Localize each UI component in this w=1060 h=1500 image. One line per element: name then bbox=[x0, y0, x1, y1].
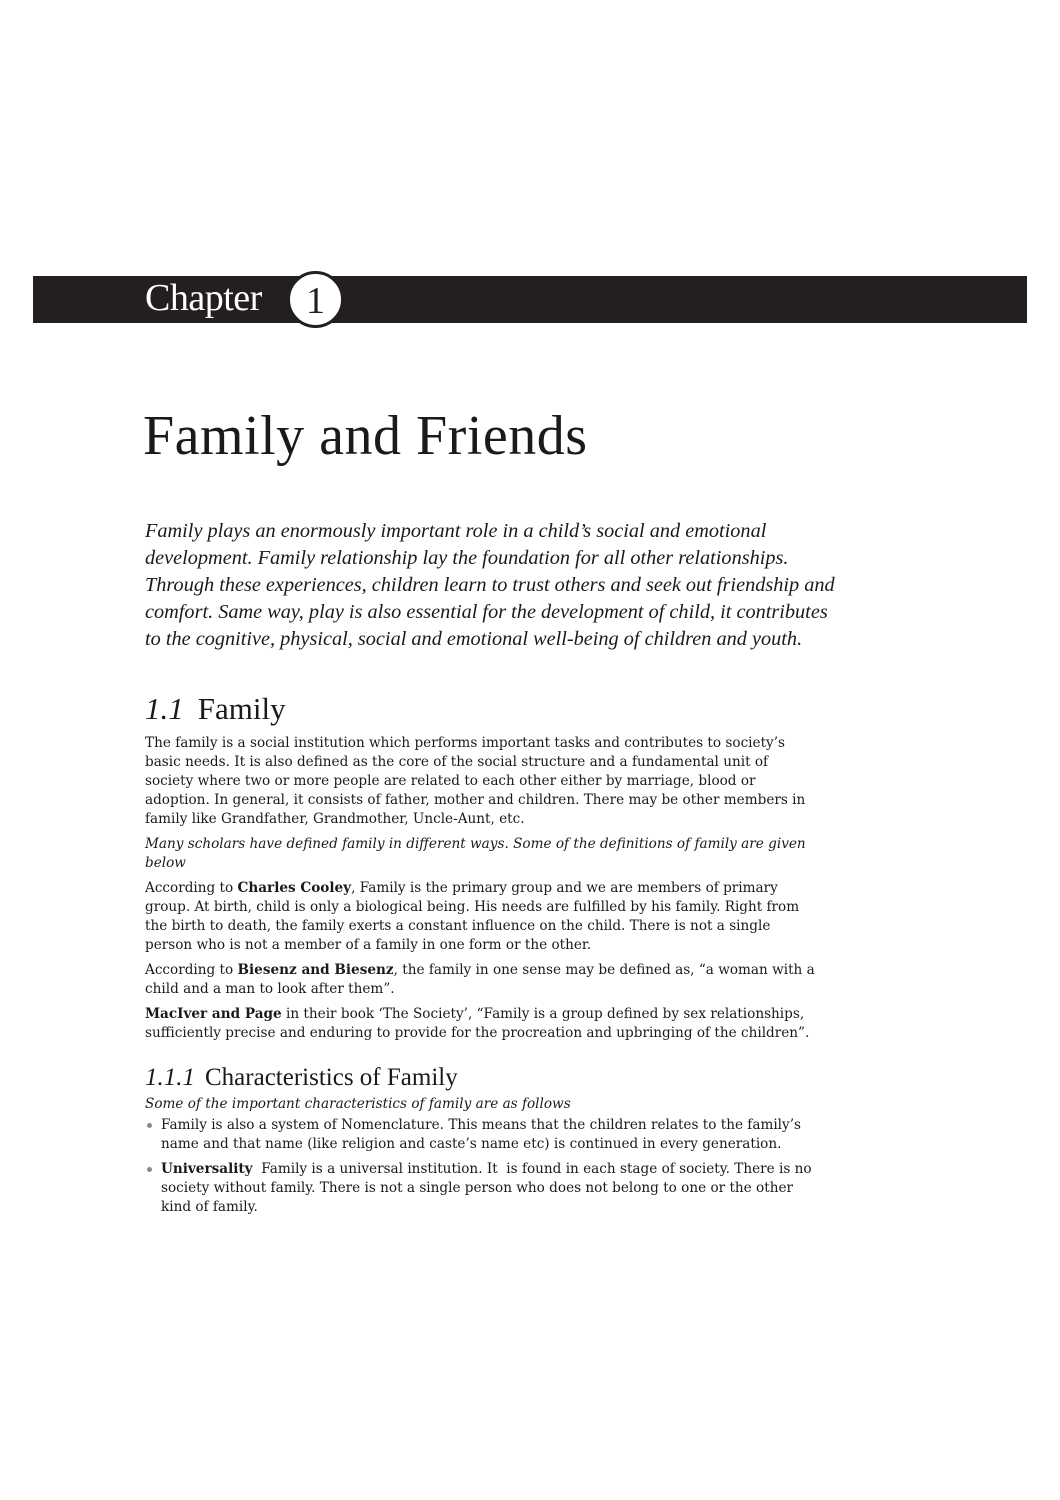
text-fragment: According to bbox=[145, 880, 238, 896]
chapter-intro: Family plays an enormously important role in a child’s social and emotional development. Family relationship lay the foundation for all other relationships. Through these experiences, children learn to trust others and seek out friendship and comfort. Same way, play is also essential for the development of child, it contributes to the cognitive, physical, social and emotional well-being of children and youth. bbox=[145, 520, 835, 650]
characteristics-lead: Some of the important characteristics of family are as follows bbox=[145, 1096, 571, 1112]
paragraph-family-definition: The family is a social institution which performs important tasks and contributes to society’s basic needs. It is also defined as the core of the social structure and a fundamental unit of society where two or more people are related to each other either by marriage, blood or adoption. In general, it consists of father, mother and children. There may be other members in family like Grandfather, Grandmother, Uncle-Aunt, etc. bbox=[145, 735, 806, 827]
list-item-text: Family is also a system of Nomenclature. This means that the children relates to the family’s name and that name (like religion and caste’s name etc) is continued in every generation. bbox=[161, 1117, 802, 1152]
author-name: Biesenz and Biesenz bbox=[237, 962, 394, 978]
paragraph-biesenz bbox=[145, 961, 815, 999]
paragraph-scholars: Many scholars have defined family in different ways. Some of the definitions of family are given below bbox=[145, 836, 806, 871]
author-name: Charles Cooley bbox=[237, 880, 352, 896]
characteristics-list bbox=[145, 1116, 815, 1217]
list-item bbox=[145, 1116, 815, 1154]
list-item-term: Universality bbox=[161, 1161, 253, 1177]
section-title: Family bbox=[197, 691, 286, 726]
section-number: 1.1.1 bbox=[145, 1064, 195, 1091]
chapter-title: Family and Friends bbox=[143, 405, 588, 467]
chapter-number: 1 bbox=[287, 271, 344, 328]
list-item-text: Family is a universal institution. It is found in each stage of society. There is no society without family. There is not a single person who does not belong to one or the other kind of family. bbox=[161, 1161, 816, 1215]
text-fragment: , Family is the primary group and we are members of primary group. At birth, child is only a biological being. His needs are fulfilled by his family. Right from the birth to death, the family exerts a constant influence on the child. There is not a single person who is not a member of a family in one form or the other. bbox=[145, 880, 800, 953]
text-fragment: , the family in one sense may be defined as, “a woman with a child and a man to look after them”. bbox=[145, 962, 815, 997]
main-content bbox=[145, 690, 815, 1223]
text-fragment: According to bbox=[145, 962, 238, 978]
bullet-icon bbox=[147, 1123, 152, 1128]
text-fragment: in their book ‘The Society’, “Family is a group defined by sex relationships, sufficiently precise and enduring to provide for the procreation and upbringing of the children”. bbox=[145, 1006, 810, 1041]
author-name: MacIver and Page bbox=[145, 1006, 282, 1022]
bullet-icon bbox=[147, 1167, 152, 1172]
section-heading-1-1 bbox=[145, 690, 815, 728]
paragraph-cooley bbox=[145, 879, 815, 955]
section-heading-1-1-1 bbox=[145, 1063, 815, 1093]
chapter-label: Chapter bbox=[145, 277, 262, 319]
list-item bbox=[145, 1160, 815, 1217]
section-title: Characteristics of Family bbox=[205, 1064, 458, 1091]
paragraph-maciver bbox=[145, 1005, 815, 1043]
section-number: 1.1 bbox=[145, 691, 184, 726]
